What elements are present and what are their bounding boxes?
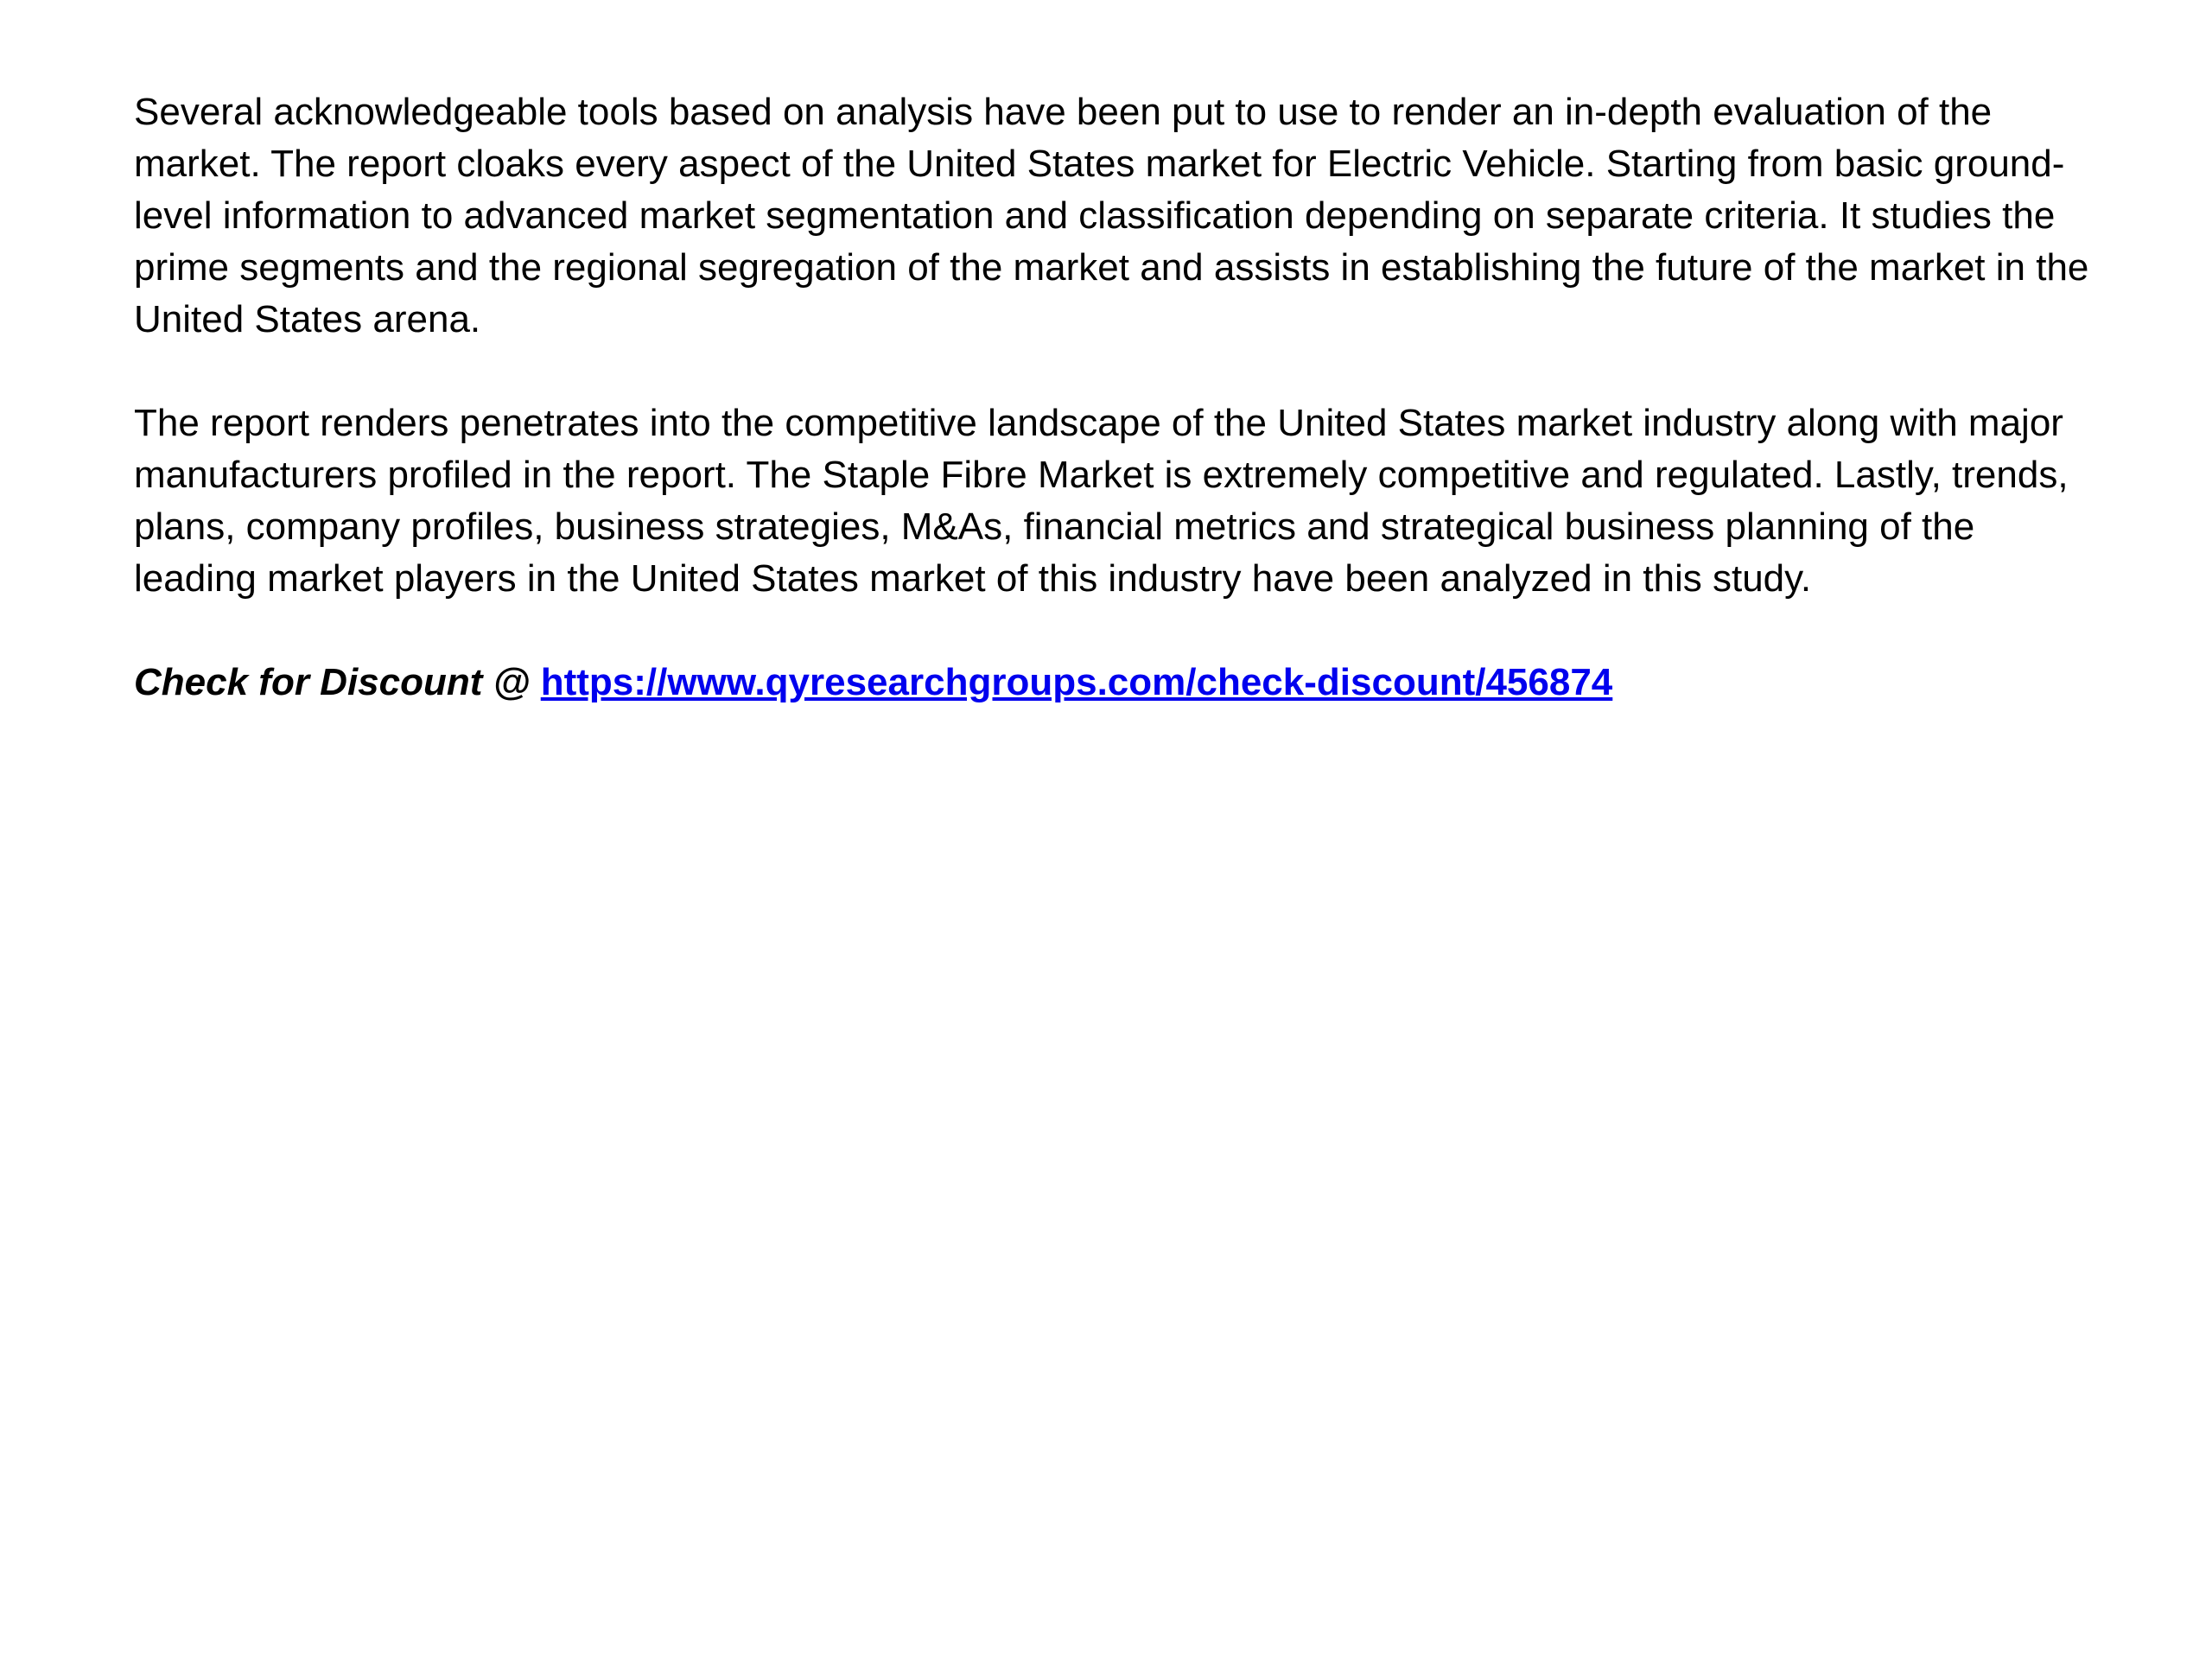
paragraph-competitive-landscape: The report renders penetrates into the competitive landscape of the United States market industry along with major manufacturers profiled in the report. The Staple Fibre Market is extremely competitive and regulated. Lastly, trends, plans, company profiles, business strategies, M&As, financial metrics and strategical business planning of the leading market players in the United States market of this industry have been analyzed in this study. xyxy=(134,402,2069,600)
discount-line xyxy=(134,657,2104,709)
paragraph-intro: Several acknowledgeable tools based on analysis have been put to use to render an in-depth evaluation of the market. The report cloaks every aspect of the United States market for Electric Vehicle. Starting from basic ground-level information to advanced market segmentation and classification depending on separate criteria. It studies the prime segments and the regional segregation of the market and assists in establishing the future of the market in the United States arena. xyxy=(134,91,2089,340)
discount-label: Check for Discount @ xyxy=(134,661,541,703)
document-body xyxy=(134,86,2104,709)
discount-link[interactable]: https://www.qyresearchgroups.com/check-discount/456874 xyxy=(540,661,1613,703)
